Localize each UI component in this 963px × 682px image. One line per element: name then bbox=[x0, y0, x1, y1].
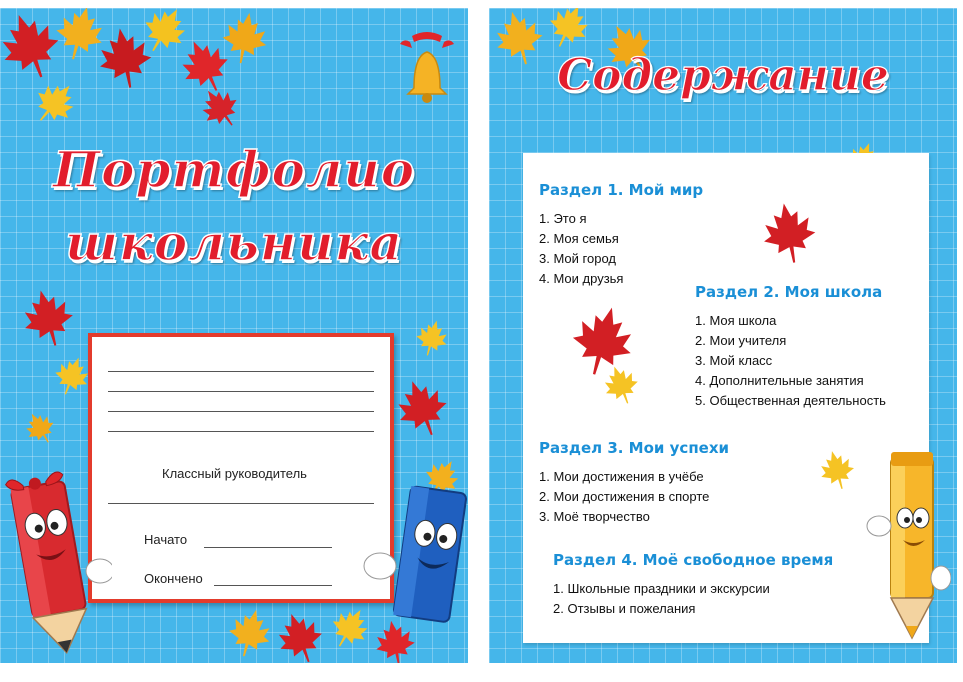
autumn-leaves-middle bbox=[563, 303, 643, 413]
list-item: 2. Моя семья bbox=[539, 231, 619, 246]
maple-leaf-icon bbox=[755, 201, 825, 265]
cover-title-line2: школьника bbox=[65, 213, 403, 272]
maple-leaf-icon bbox=[193, 80, 247, 135]
bell-icon bbox=[392, 28, 462, 108]
list-item: 1. Мои достижения в учёбе bbox=[539, 469, 704, 484]
started-label: Начато bbox=[144, 532, 188, 547]
red-pencil-mascot bbox=[2, 463, 112, 663]
list-item: 1. Это я bbox=[539, 211, 587, 226]
maple-leaf-icon bbox=[324, 601, 377, 656]
cover-info-card bbox=[88, 333, 394, 603]
list-item: 2. Мои достижения в спорте bbox=[539, 489, 710, 504]
maple-leaf-icon bbox=[17, 288, 79, 352]
section-3-list bbox=[539, 467, 709, 527]
maple-leaf-icon bbox=[271, 606, 330, 663]
maple-leaf-icon bbox=[0, 8, 68, 87]
list-item: 3. Моё творчество bbox=[539, 509, 650, 524]
section-2-title: Раздел 2. Моя школа bbox=[695, 283, 883, 301]
section-3-title: Раздел 3. Мои успехи bbox=[539, 439, 730, 457]
maple-leaf-icon bbox=[219, 9, 271, 67]
section-1-title: Раздел 1. Мой мир bbox=[539, 181, 704, 199]
section-1-list bbox=[539, 209, 623, 289]
name-line-1 bbox=[108, 371, 374, 372]
list-item: 4. Дополнительные занятия bbox=[695, 373, 864, 388]
finished-line bbox=[214, 585, 332, 586]
maple-leaf-icon bbox=[172, 32, 237, 101]
section-4-list bbox=[553, 579, 770, 619]
list-item: 2. Отзывы и пожелания bbox=[553, 601, 696, 616]
portfolio-cover-page bbox=[0, 8, 468, 663]
started-line bbox=[204, 547, 332, 548]
list-item: 3. Мой класс bbox=[695, 353, 773, 368]
maple-leaf-icon bbox=[598, 361, 643, 409]
maple-leaf-icon bbox=[135, 8, 195, 61]
maple-leaf-icon bbox=[813, 448, 863, 493]
list-item: 4. Мои друзья bbox=[539, 271, 624, 286]
list-item: 3. Мой город bbox=[539, 251, 616, 266]
name-line-3 bbox=[108, 411, 374, 412]
maple-leaf-icon bbox=[412, 317, 451, 360]
maple-leaf-icon bbox=[565, 303, 641, 382]
list-item: 2. Мои учителя bbox=[695, 333, 787, 348]
finished-label: Окончено bbox=[144, 571, 203, 586]
name-line-2 bbox=[108, 391, 374, 392]
autumn-leaves-top-left bbox=[0, 8, 280, 138]
maple-leaf-icon bbox=[372, 617, 418, 663]
maple-leaf-icon bbox=[392, 373, 455, 443]
autumn-leaves-left bbox=[10, 288, 90, 448]
list-item: 5. Общественная деятельность bbox=[695, 393, 886, 408]
contents-title: Содержание bbox=[557, 50, 889, 101]
maple-leaf-icon bbox=[50, 8, 109, 65]
maple-leaf-icon bbox=[26, 73, 85, 133]
cover-title-line1: Портфолио bbox=[52, 140, 416, 199]
maple-leaf-icon bbox=[49, 352, 90, 400]
list-item: 1. Школьные праздники и экскурсии bbox=[553, 581, 770, 596]
yellow-pencil-mascot bbox=[861, 448, 951, 648]
section-4-title: Раздел 4. Моё свободное время bbox=[553, 551, 834, 569]
maple-leaf-icon bbox=[542, 8, 596, 55]
maple-leaf-icon bbox=[224, 604, 277, 661]
contents-page bbox=[489, 8, 957, 663]
class-teacher-line bbox=[108, 503, 374, 504]
class-teacher-label: Классный руководитель bbox=[162, 466, 307, 481]
maple-leaf-icon bbox=[19, 407, 60, 448]
section-2-list bbox=[695, 311, 886, 411]
maple-leaf-icon bbox=[94, 24, 156, 92]
autumn-leaves-bottom bbox=[220, 598, 420, 663]
list-item: 1. Моя школа bbox=[695, 313, 777, 328]
name-line-4 bbox=[108, 431, 374, 432]
